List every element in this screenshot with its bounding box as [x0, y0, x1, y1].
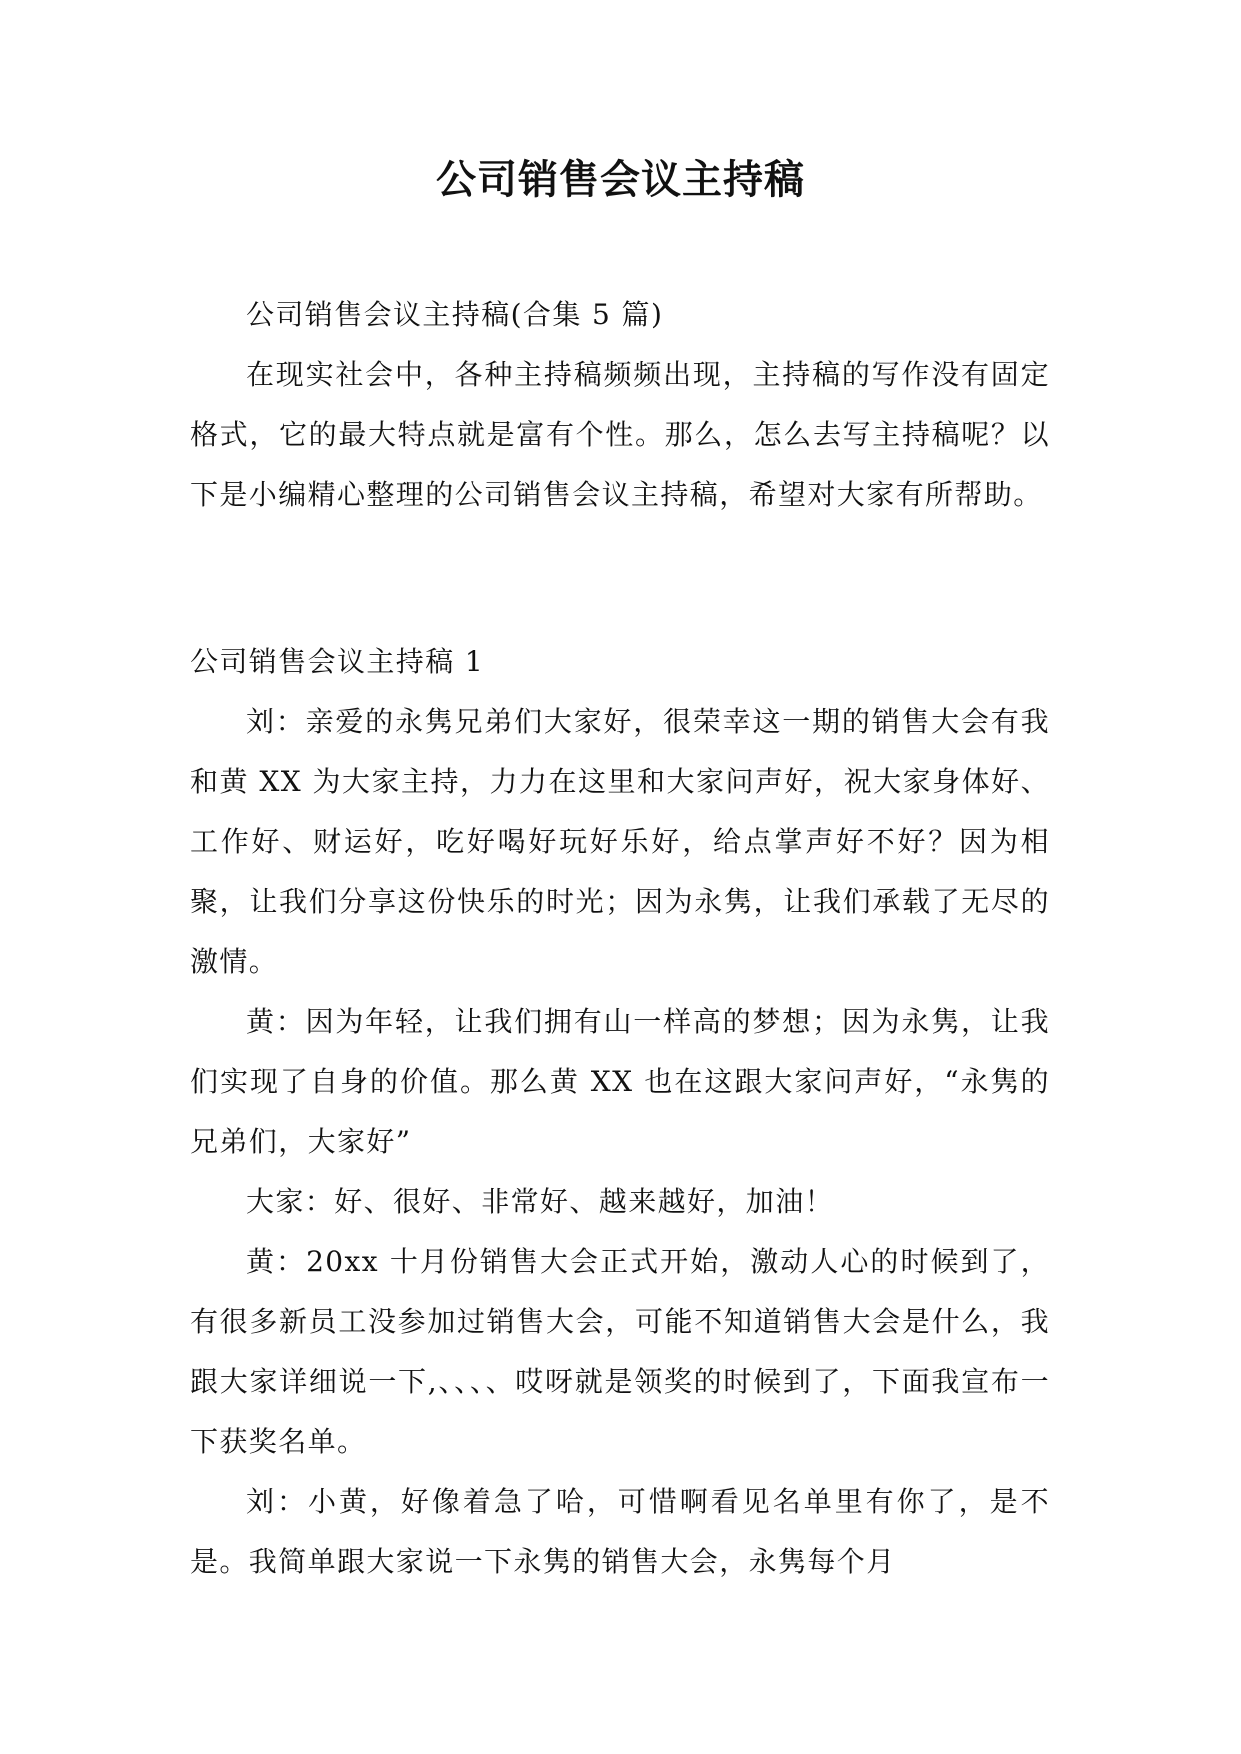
paragraph: 黄：20xx 十月份销售大会正式开始，激动人心的时候到了，有很多新员工没参加过销售大会，可能不知道销售大会是什么，我跟大家详细说一下,、、、、哎呀就是领奖的时候到了，下面我宣布一下获奖名单。	[190, 1245, 1050, 1458]
section-heading: 公司销售会议主持稿 1	[190, 645, 485, 678]
document-title: 公司销售会议主持稿	[436, 157, 805, 203]
intro-subtitle: 公司销售会议主持稿(合集 5 篇)	[246, 298, 664, 331]
paragraph: 大家：好、很好、非常好、越来越好，加油！	[246, 1185, 835, 1218]
paragraph: 刘：亲爱的永隽兄弟们大家好，很荣幸这一期的销售大会有我和黄 XX 为大家主持，力力在这里和大家问声好，祝大家身体好、工作好、财运好，吃好喝好玩好乐好，给点掌声好不好？因为相聚，让我们分享这份快乐的时光；因为永隽，让我们承载了无尽的激情。	[190, 705, 1050, 978]
intro-paragraph: 在现实社会中，各种主持稿频频出现，主持稿的写作没有固定格式，它的最大特点就是富有个性。那么，怎么去写主持稿呢？以下是小编精心整理的公司销售会议主持稿，希望对大家有所帮助。	[190, 358, 1050, 511]
section-1	[190, 632, 1050, 1592]
paragraph: 刘：小黄，好像着急了哈，可惜啊看见名单里有你了，是不是。我简单跟大家说一下永隽的销售大会，永隽每个月	[190, 1485, 1050, 1578]
paragraph: 黄：因为年轻，让我们拥有山一样高的梦想；因为永隽，让我们实现了自身的价值。那么黄 XX 也在这跟大家问声好，“永隽的兄弟们，大家好”	[190, 1005, 1050, 1158]
intro-section	[190, 285, 1050, 525]
